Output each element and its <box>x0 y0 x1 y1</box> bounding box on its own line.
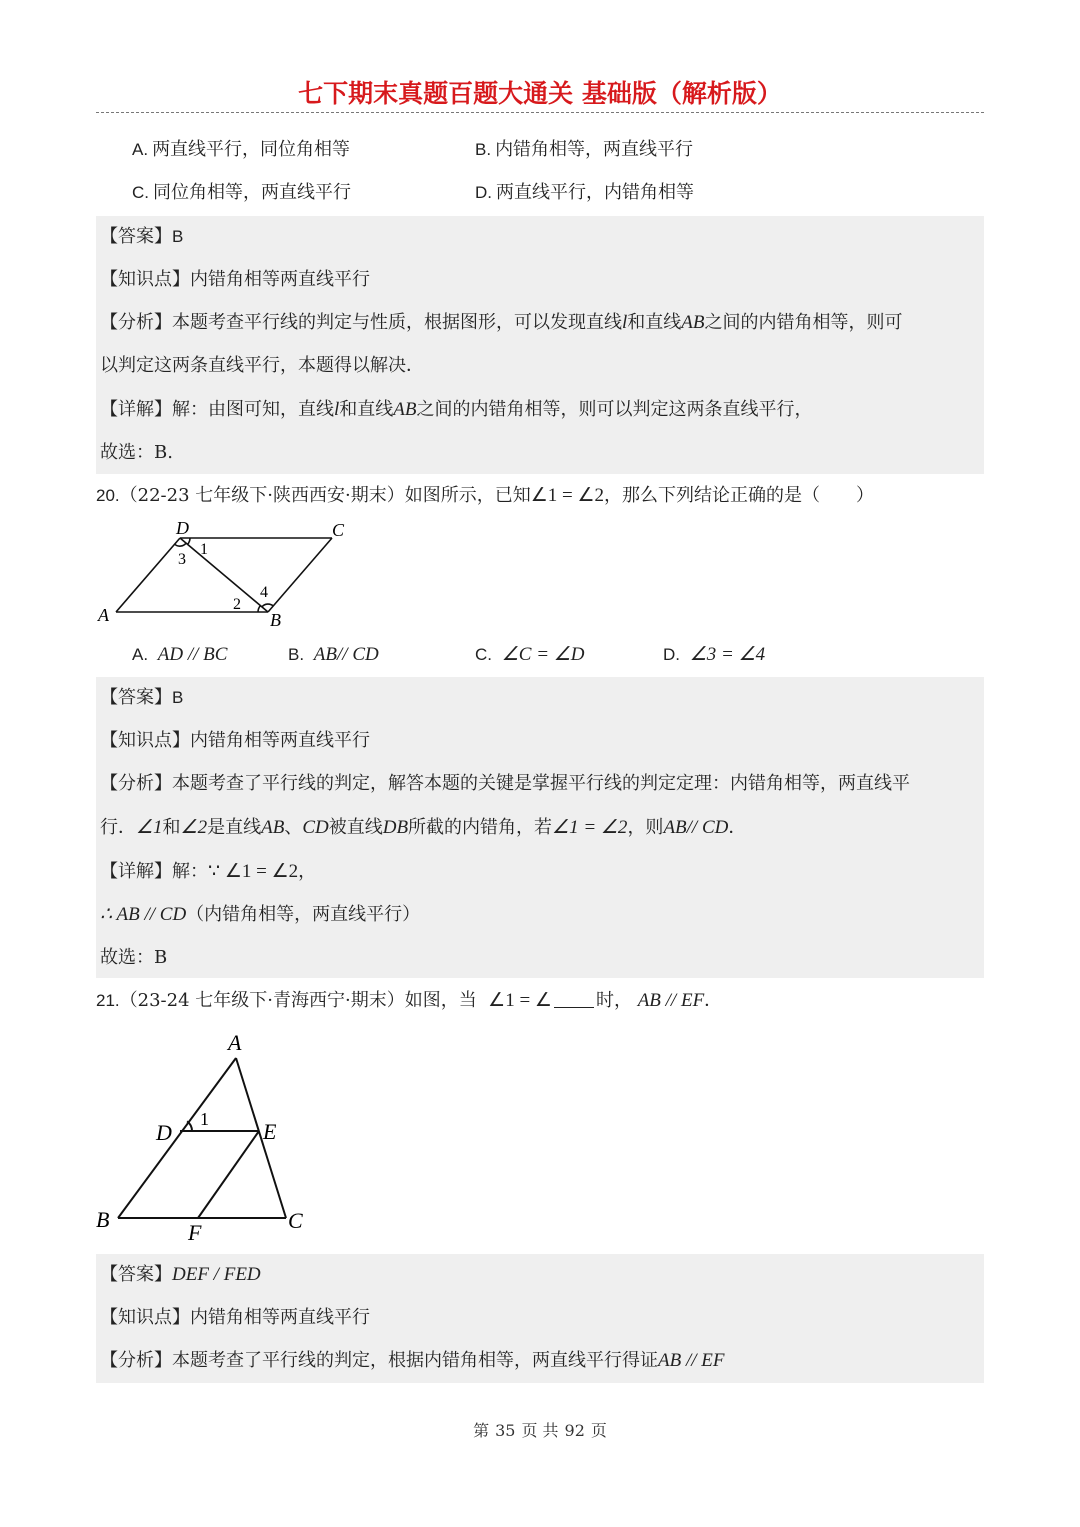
angle-label-2: 2 <box>233 596 241 613</box>
diagonal-db <box>180 538 268 612</box>
q19-detail <box>100 398 813 422</box>
analysis-math: ∠1 = ∠2 <box>552 817 628 838</box>
q20-analysis-line-1 <box>100 772 910 796</box>
q20-parallelogram-figure <box>92 512 362 632</box>
q21-solution-box <box>96 1254 984 1383</box>
analysis-text: 所截的内错角，若 <box>408 817 553 838</box>
segment-ad <box>116 538 180 612</box>
detail-text: ， <box>298 861 317 882</box>
angle-4-arc <box>262 604 274 607</box>
question-source: （23-24 七年级下·青海西宁·期末） <box>119 990 405 1011</box>
option-letter: D. <box>663 645 680 664</box>
kp-tag: 【知识点】 <box>100 1307 190 1328</box>
q19-analysis-line-2: 以判定这两条直线平行，本题得以解决． <box>100 355 424 376</box>
option-math: ∠3 = ∠4 <box>689 644 766 665</box>
q19-answer <box>100 225 183 249</box>
footer-text: 第 <box>473 1421 490 1440</box>
analysis-text: ． <box>728 817 747 838</box>
q19-solution-box <box>96 216 984 474</box>
q21-knowledge-point <box>100 1306 370 1330</box>
line-ab: AB <box>681 312 705 333</box>
point-label-d: D <box>176 518 189 538</box>
answer-value: B <box>172 227 184 246</box>
analysis-math: DB <box>382 817 409 838</box>
kp-text: 内错角相等两直线平行 <box>190 1307 370 1328</box>
analysis-text: 本题考查平行线的判定与性质，根据图形，可以发现直线 <box>172 312 622 333</box>
analysis-math: ∠2 <box>180 817 208 838</box>
detail-text: 解： <box>172 861 208 882</box>
segment-ef <box>198 1131 259 1218</box>
option-letter: B. <box>475 140 492 159</box>
point-label-c: C <box>288 1208 303 1233</box>
q21-answer <box>100 1263 261 1287</box>
stem-text: ，那么下列结论正确的是（ ） <box>604 485 874 506</box>
analysis-text: 之间的内错角相等，则可 <box>704 312 903 333</box>
option-letter: C. <box>132 183 149 202</box>
analysis-math: ∠1 <box>136 817 163 838</box>
option-letter: C. <box>475 645 492 664</box>
stem-text: 如图所示，已知 <box>404 485 531 506</box>
point-label-a: A <box>228 1030 242 1055</box>
kp-text: 内错角相等两直线平行 <box>190 730 370 751</box>
q20-option-d <box>663 643 765 667</box>
segment-ac <box>236 1058 286 1218</box>
analysis-text: 行． <box>100 817 136 838</box>
answer-tag: 【答案】 <box>100 1264 172 1285</box>
question-source: （22-23 七年级下·陕西西安·期末） <box>119 485 405 506</box>
line-l: l <box>334 399 340 420</box>
q20-solution-box <box>96 677 984 978</box>
page-header-title: 七下期末真题百题大通关 基础版（解析版） <box>298 79 782 108</box>
option-letter: A. <box>132 140 149 159</box>
answer-blank <box>554 989 594 1008</box>
analysis-text: 本题考查了平行线的判定，根据内错角相等，两直线平行得证 <box>172 1350 658 1371</box>
angle-3-arc <box>175 543 187 546</box>
q20-knowledge-point <box>100 729 370 753</box>
analysis-math: AB // EF <box>658 1350 725 1371</box>
question-number: 20. <box>96 486 120 505</box>
angle-label-3: 3 <box>178 551 186 568</box>
option-text: 两直线平行，同位角相等 <box>152 139 351 160</box>
detail-text: 解：由图可知，直线 <box>172 399 334 420</box>
option-text: 内错角相等，两直线平行 <box>495 139 694 160</box>
q20-analysis-line-2 <box>100 816 746 840</box>
q20-detail <box>100 860 316 884</box>
kp-text: 内错角相等两直线平行 <box>190 269 370 290</box>
detail-text: 之间的内错角相等，则可以判定这两条直线平行， <box>416 399 813 420</box>
analysis-math: CD <box>302 817 329 838</box>
therefore-text: （内错角相等，两直线平行） <box>186 904 421 925</box>
therefore-math: ∴ AB // CD <box>100 904 187 925</box>
analysis-text: 和直线 <box>627 312 682 333</box>
point-label-d: D <box>156 1120 172 1145</box>
q20-option-b <box>288 643 379 667</box>
analysis-text: 和 <box>162 817 181 838</box>
page-footer <box>0 1418 1080 1441</box>
analysis-math: AB// CD <box>663 817 729 838</box>
header-divider <box>96 112 984 113</box>
q19-option-b <box>475 138 693 162</box>
angle-2-arc <box>258 606 260 612</box>
option-math: AD // BC <box>157 644 228 665</box>
q21-stem <box>96 989 722 1013</box>
q20-choice: 故选：B <box>100 947 168 968</box>
q21-triangle-figure <box>92 1024 322 1246</box>
point-label-c: C <box>332 520 345 540</box>
angle-label-1: 1 <box>200 541 208 558</box>
point-label-f: F <box>188 1220 202 1245</box>
answer-tag: 【答案】 <box>100 226 172 247</box>
q19-option-a <box>132 138 350 162</box>
analysis-text: 被直线 <box>328 817 383 838</box>
analysis-text: 是直线 <box>207 817 262 838</box>
q21-analysis <box>100 1349 724 1373</box>
detail-tag: 【详解】 <box>100 861 172 882</box>
angle-1-arc <box>187 1121 192 1131</box>
q19-knowledge-point <box>100 268 370 292</box>
stem-math: ∠1 = ∠2 <box>530 485 604 506</box>
q20-answer <box>100 686 183 710</box>
line-l: l <box>622 312 628 333</box>
answer-value: DEF / FED <box>172 1264 261 1285</box>
analysis-text: 、 <box>284 817 303 838</box>
total-page-count: 92 <box>564 1421 585 1440</box>
option-letter: A. <box>132 645 149 664</box>
segment-ab <box>118 1058 236 1218</box>
answer-value: B <box>172 688 184 707</box>
point-label-b: B <box>270 610 281 630</box>
footer-text: 页 共 <box>521 1421 559 1440</box>
option-math: AB// CD <box>313 644 379 665</box>
segment-cb <box>268 538 332 612</box>
angle-label-1: 1 <box>200 1109 209 1129</box>
stem-text: 时， <box>595 990 632 1011</box>
q20-option-a <box>132 643 227 667</box>
detail-text: 和直线 <box>339 399 394 420</box>
q19-option-c <box>132 181 351 205</box>
analysis-tag: 【分析】 <box>100 1350 172 1371</box>
stem-text: ． <box>704 990 723 1011</box>
stem-math: ∠1 = ∠ <box>488 990 552 1011</box>
kp-tag: 【知识点】 <box>100 730 190 751</box>
analysis-math: AB <box>261 817 285 838</box>
analysis-tag: 【分析】 <box>100 312 172 333</box>
line-ab: AB <box>393 399 417 420</box>
q19-option-d <box>475 181 694 205</box>
kp-tag: 【知识点】 <box>100 269 190 290</box>
analysis-tag: 【分析】 <box>100 773 172 794</box>
point-label-b: B <box>96 1207 110 1232</box>
q19-analysis-line-1 <box>100 311 903 335</box>
q20-option-c <box>475 643 585 667</box>
q19-choice: 故选：B. <box>100 442 173 463</box>
current-page-number: 35 <box>495 1421 516 1440</box>
stem-math: AB // EF <box>637 990 705 1011</box>
option-text: 同位角相等，两直线平行 <box>153 182 351 203</box>
angle-label-4: 4 <box>260 584 268 601</box>
analysis-text: 本题考查了平行线的判定，解答本题的关键是掌握平行线的判定定理：内错角相等，两直线平 <box>172 773 910 794</box>
option-letter: B. <box>288 645 305 664</box>
detail-tag: 【详解】 <box>100 399 172 420</box>
stem-text: 如图，当 <box>404 990 477 1011</box>
option-math: ∠C = ∠D <box>501 644 585 665</box>
point-label-a: A <box>98 605 109 625</box>
option-letter: D. <box>475 183 492 202</box>
answer-tag: 【答案】 <box>100 687 172 708</box>
question-number: 21. <box>96 991 120 1010</box>
q20-therefore <box>100 903 420 927</box>
footer-text: 页 <box>590 1421 607 1440</box>
analysis-text: ，则 <box>627 817 664 838</box>
angle-1-arc <box>188 538 190 544</box>
q20-stem <box>96 484 874 508</box>
detail-math: ∵ ∠1 = ∠2 <box>208 861 299 882</box>
point-label-e: E <box>263 1119 277 1144</box>
option-text: 两直线平行，内错角相等 <box>496 182 694 203</box>
